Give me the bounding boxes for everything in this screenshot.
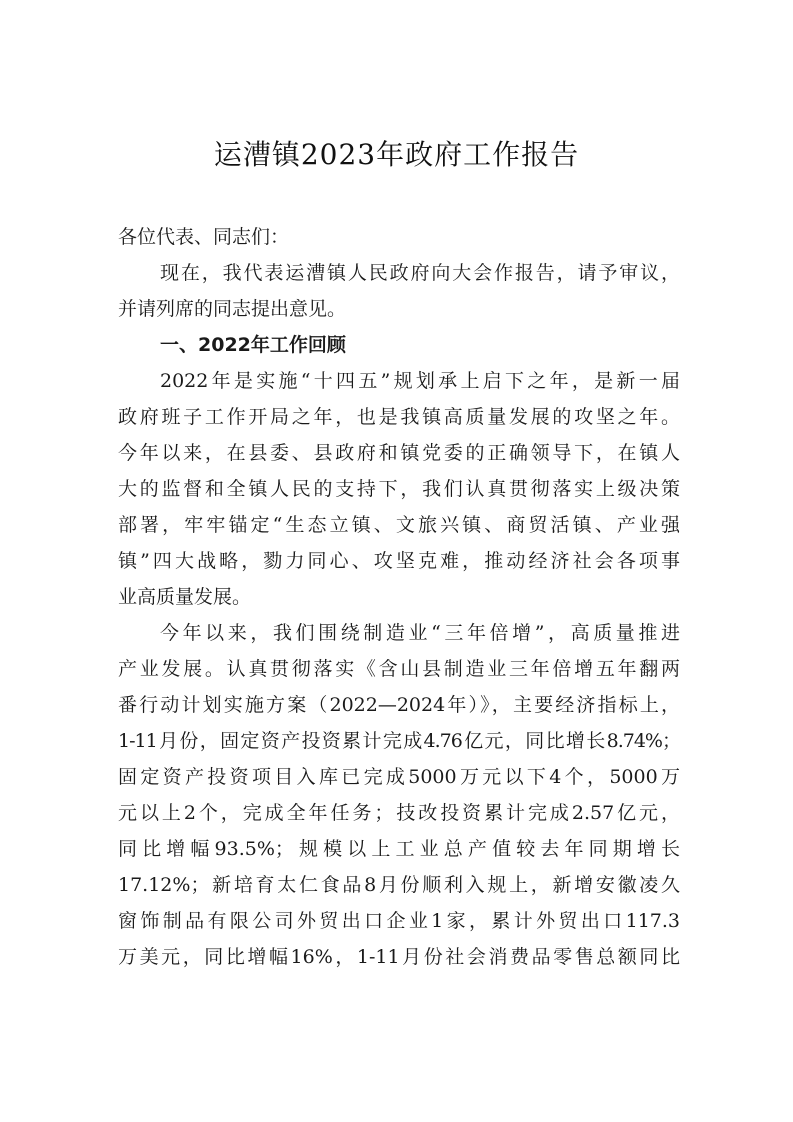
paragraph-line: 今年以来，在县委、县政府和镇党委的正确领导下，在镇人 — [118, 442, 680, 464]
paragraph-line: 部署，牢牢锚定“生态立镇、文旅兴镇、商贸活镇、产业强 — [118, 514, 680, 536]
salutation: 各位代表、同志们： — [118, 226, 290, 248]
paragraph-line: 政府班子工作开局之年，也是我镇高质量发展的攻坚之年。 — [118, 406, 680, 428]
paragraph-line: 镇”四大战略，勠力同心、攻坚克难，推动经济社会各项事 — [118, 550, 680, 572]
paragraph-line: 17.12%；新培育太仁食品8月份顺利入规上，新增安徽凌久 — [118, 874, 680, 896]
paragraph-line: 番行动计划实施方案（2022—2024年）》，主要经济指标上， — [118, 694, 680, 716]
paragraph-line: 业高质量发展。 — [118, 586, 252, 608]
paragraph-line: 今年以来，我们围绕制造业“三年倍增”，高质量推进 — [160, 622, 680, 644]
paragraph-line: 万美元，同比增幅16%，1-11月份社会消费品零售总额同比 — [118, 946, 680, 968]
paragraph-line: 1-11月份，固定资产投资累计完成4.76亿元，同比增长8.74%； — [118, 730, 680, 752]
section-heading: 一、2022年工作回顾 — [160, 334, 346, 356]
paragraph-line: 并请列席的同志提出意见。 — [118, 298, 347, 320]
paragraph-line: 产业发展。认真贯彻落实《含山县制造业三年倍增五年翻两 — [118, 658, 680, 680]
paragraph-line: 固定资产投资项目入库已完成5000万元以下4个，5000万 — [118, 766, 680, 788]
paragraph-line: 2022年是实施“十四五”规划承上启下之年，是新一届 — [160, 370, 680, 392]
paragraph-line: 现在，我代表运漕镇人民政府向大会作报告，请予审议， — [160, 262, 680, 284]
paragraph-line: 同比增幅93.5%；规模以上工业总产值较去年同期增长 — [118, 838, 680, 860]
paragraph-line: 窗饰制品有限公司外贸出口企业1家，累计外贸出口117.3 — [118, 910, 680, 932]
paragraph-line: 元以上2个，完成全年任务；技改投资累计完成2.57亿元， — [118, 802, 680, 824]
document-title: 运漕镇2023年政府工作报告 — [213, 138, 580, 171]
paragraph-line: 大的监督和全镇人民的支持下，我们认真贯彻落实上级决策 — [118, 478, 680, 500]
